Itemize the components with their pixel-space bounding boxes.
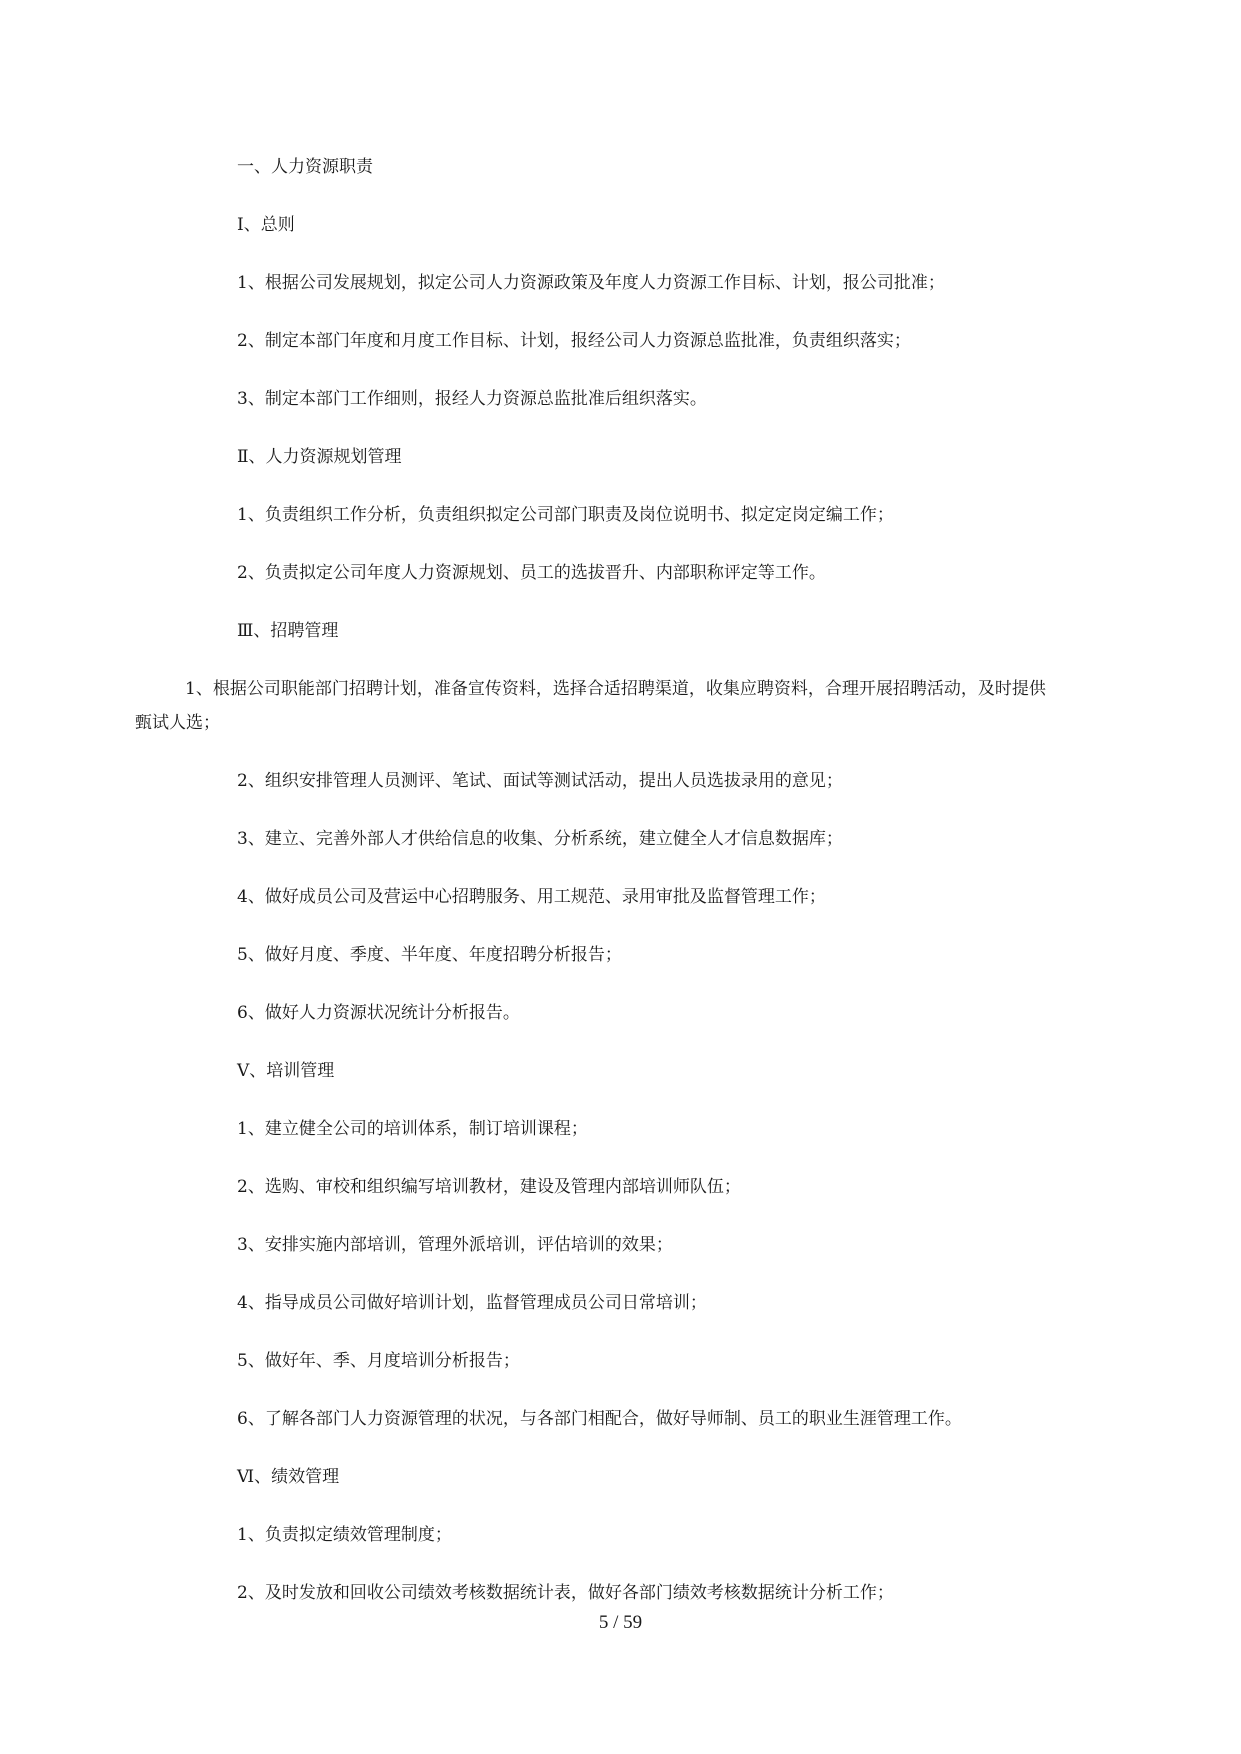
paragraph: 4、做好成员公司及营运中心招聘服务、用工规范、录用审批及监督管理工作； [237,887,826,907]
paragraph: 3、制定本部门工作细则，报经人力资源总监批准后组织落实。 [237,389,707,409]
paragraph: 6、了解各部门人力资源管理的状况，与各部门相配合，做好导师制、员工的职业生涯管理工作。 [237,1409,962,1429]
paragraph: 2、组织安排管理人员测评、笔试、面试等测试活动，提出人员选拔录用的意见； [237,771,843,791]
subsection-heading: Ⅰ、总则 [237,215,295,235]
paragraph: 2、及时发放和回收公司绩效考核数据统计表，做好各部门绩效考核数据统计分析工作； [237,1583,894,1603]
paragraph: 1、根据公司职能部门招聘计划，准备宣传资料，选择合适招聘渠道，收集应聘资料，合理开展招聘活动，及时提供甄试人选； [135,679,1046,733]
paragraph: 6、做好人力资源状况统计分析报告。 [237,1003,520,1023]
paragraph: 5、做好年、季、月度培训分析报告； [237,1351,520,1371]
subsection-heading: Ⅱ、人力资源规划管理 [237,447,402,467]
paragraph: 1、负责拟定绩效管理制度； [237,1525,452,1545]
paragraph: 5、做好月度、季度、半年度、年度招聘分析报告； [237,945,622,965]
subsection-heading: Ⅴ、培训管理 [237,1061,335,1081]
subsection-heading: Ⅲ、招聘管理 [237,621,339,641]
paragraph: 3、安排实施内部培训，管理外派培训，评估培训的效果； [237,1235,673,1255]
section-heading: 一、人力资源职责 [237,157,373,177]
paragraph: 2、选购、审校和组织编写培训教材，建设及管理内部培训师队伍； [237,1177,741,1197]
subsection-heading: Ⅵ、绩效管理 [237,1467,340,1487]
page-number: 5 / 59 [598,1612,643,1633]
paragraph: 1、根据公司发展规划，拟定公司人力资源政策及年度人力资源工作目标、计划，报公司批准； [237,273,945,293]
paragraph: 1、建立健全公司的培训体系，制订培训课程； [237,1119,588,1139]
paragraph: 1、负责组织工作分析，负责组织拟定公司部门职责及岗位说明书、拟定定岗定编工作； [237,505,894,525]
paragraph: 2、负责拟定公司年度人力资源规划、员工的选拔晋升、内部职称评定等工作。 [237,563,826,583]
document-body [135,150,1057,1634]
paragraph: 2、制定本部门年度和月度工作目标、计划，报经公司人力资源总监批准，负责组织落实； [237,331,911,351]
paragraph: 4、指导成员公司做好培训计划，监督管理成员公司日常培训； [237,1293,707,1313]
paragraph: 3、建立、完善外部人才供给信息的收集、分析系统，建立健全人才信息数据库； [237,829,843,849]
